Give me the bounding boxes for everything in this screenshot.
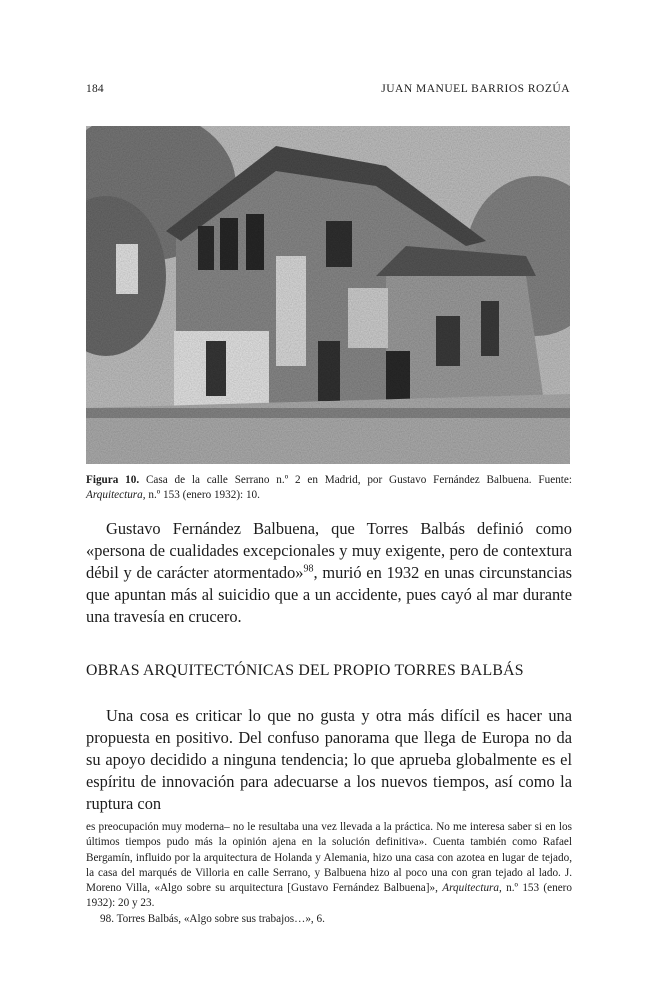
photo-of-house-icon xyxy=(86,126,570,464)
caption-label: Figura 10. xyxy=(86,474,140,486)
figure-image xyxy=(86,126,570,464)
footnote-98: 98. Torres Balbás, «Algo sobre sus trabajos…», 6. xyxy=(100,912,325,925)
paragraph-2-text: Una cosa es criticar lo que no gusta y otra más difícil es hacer una propuesta en positivo. Del confuso panorama que llega de Europa no da su apoyo decidido a ninguna tendencia; lo que aprueba globalmente es el espíritu de innovación para adecuarse a los nuevos tiempos, así como la ruptura con xyxy=(86,706,572,813)
footnote-97 xyxy=(86,820,572,912)
running-head xyxy=(86,83,570,99)
footnote-97-text: es preocupación muy moderna– no le resultaba una vez llevada a la práctica. No me interesa saber si en los últimos tiempos pudo más la opinión ajena en la solución definitiva». Cuenta también como Rafael Bergamín, influido por la arquitectura de Holanda y Alemania, hizo una casa con azotea en lugar de tejado, la casa del marqués de Villoria en calle Serrano, y Balbuena hizo al poco una con gran tejado al lado. J. Moreno Villa, «Algo sobre su arquitectura [Gustavo Fernández Balbuena]», xyxy=(86,821,572,895)
footnote-97-end: n.º 153 (enero 1932): 20 y 23. xyxy=(86,882,572,910)
paragraph-1-text-cont: , murió en 1932 en unas circunstancias que apuntan más al suicidio que a un accidente, pues cayó al mar durante una travesía en crucero. xyxy=(86,563,572,626)
paragraph-2 xyxy=(86,705,572,815)
paragraph-1 xyxy=(86,518,572,628)
footnote-97-source: Arquitectura, xyxy=(442,882,502,895)
caption-end: n.º 153 (enero 1932): 10. xyxy=(145,489,260,501)
footnote-ref-98[interactable]: 98 xyxy=(303,563,314,575)
caption-text: Casa de la calle Serrano n.º 2 en Madrid, por Gustavo Fernández Balbuena. Fuente: xyxy=(139,474,572,486)
page-number: 184 xyxy=(86,83,104,95)
paragraph-1-text: Gustavo Fernández Balbuena, que Torres Balbás definió como «persona de cualidades excepcionales y muy exigente, pero de contextura débil y de carácter atormentado» xyxy=(86,519,572,582)
figure-caption xyxy=(86,473,572,503)
running-head-author: JUAN MANUEL BARRIOS ROZÚA xyxy=(381,83,570,95)
section-heading: OBRAS ARQUITECTÓNICAS DEL PROPIO TORRES BALBÁS xyxy=(86,662,524,679)
caption-source: Arquitectura, xyxy=(86,489,146,501)
footnotes xyxy=(86,820,572,927)
